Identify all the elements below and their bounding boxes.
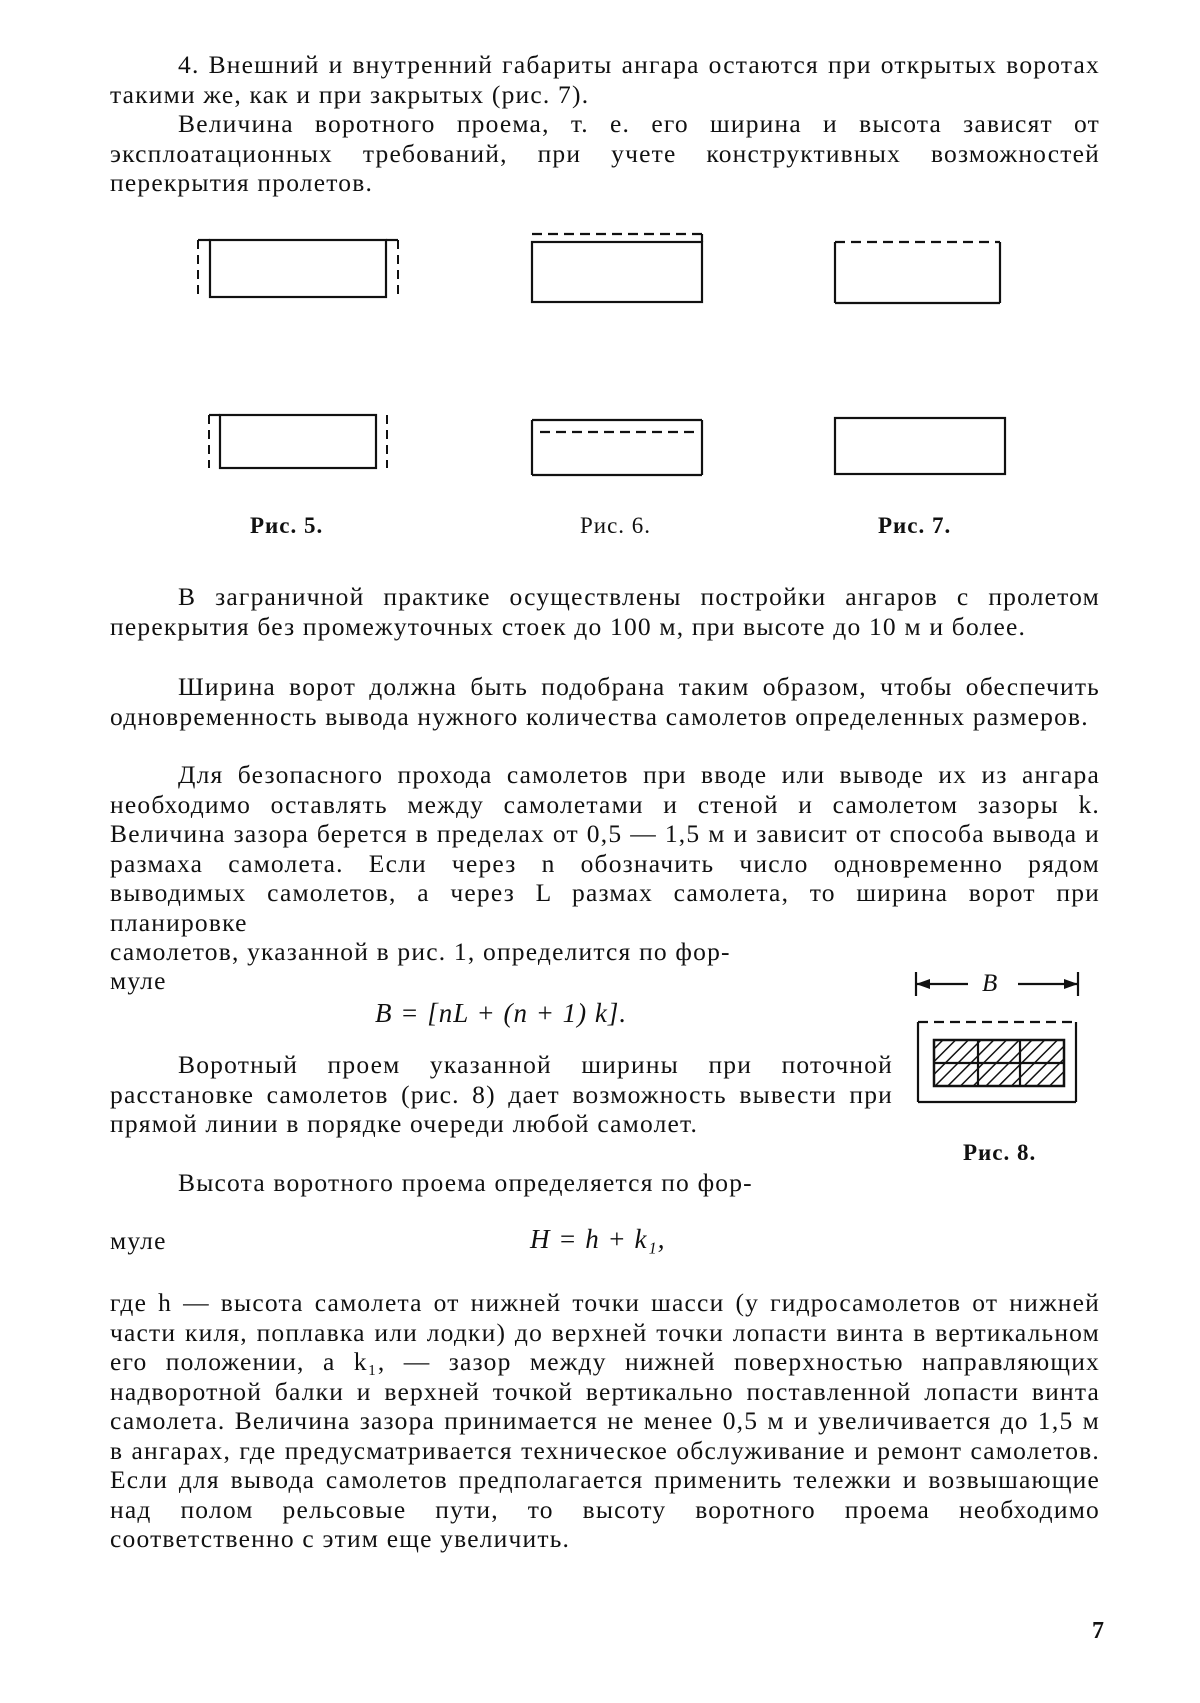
word-formula-lead: муле — [110, 966, 167, 995]
paragraph-gate-dimensions: 4. Внешний и внутренний габариты ангара остаются при открытых воротах такими же, как и при закрытых (рис. 7). — [110, 50, 1100, 109]
paragraph-foreign-practice: В заграничной практике осуществлены постройки ангаров с пролетом перекрытия без промежуточных стоек до 100 м, при высоте до 10 м и более. — [110, 582, 1100, 641]
paragraph-gate-width: Ширина ворот должна быть подобрана таким образом, чтобы обеспечить одновременность вывода нужного количества самолетов определенных размеров. — [110, 672, 1100, 731]
paragraph-clearance: Для безопасного прохода самолетов при вводе или выводе их из ангара необходимо оставлять между самолетами и стеной и самолетом зазоры k. Величина зазора берется в пределах от 0,5 — 1,5 м и зависит от способа вывода и размаха самолета. Если через n обозначить число одновременно рядом выводимых самолетов, а через L размах самолета, то ширина ворот при планировке — [110, 760, 1100, 937]
figure-5-caption: Рис. 5. — [250, 513, 324, 538]
paragraph-opening-size: Величина воротного проема, т. е. его ширина и высота зависят от эксплоатационных требований, при учете конструктивных возможностей перекрытия пролетов. — [110, 109, 1100, 197]
formula-gate-width: B = [nL + (n + 1) k]. — [375, 998, 628, 1028]
paragraph-flow-placement: Воротный проем указанной ширины при поточной расстановке самолетов (рис. 8) дает возможность вывести при прямой линии в порядке очереди любой самолет. — [110, 1050, 893, 1138]
page-number: 7 — [1092, 1618, 1104, 1644]
formula-opening-height: H = h + k₁, — [530, 1224, 666, 1254]
figure-7-caption: Рис. 7. — [878, 513, 952, 538]
paragraph-clearance-continued: самолетов, указанной в рис. 1, определится по фор- — [110, 937, 731, 966]
word-formula-lead-2: муле — [110, 1226, 167, 1255]
figure-6-caption: Рис. 6. — [580, 513, 652, 538]
figure-7 — [830, 238, 1010, 483]
figure-5 — [195, 235, 405, 480]
figure-6 — [530, 230, 710, 480]
figure-8-dimension-label: B — [982, 970, 999, 997]
paragraph-height-explanation: где h — высота самолета от нижней точки шасси (у гидросамолетов от нижней части киля, поплавка или лодки) до верхней точки лопасти винта в вертикальном его положении, а k₁, — зазор между нижней поверхностью направляющих надворотной балки и верхней точкой вертикально поставленной лопасти винта самолета. Величина зазора принимается не менее 0,5 м и увеличивается до 1,5 м в ангарах, где предусматривается техническое обслуживание и ремонт самолетов. Если для вывода самолетов предполагается применить тележки и возвышающие над полом рельсовые пути, то высоту воротного проема необходимо соответственно с этим еще увеличить. — [110, 1288, 1100, 1553]
figure-8-caption: Рис. 8. — [963, 1140, 1037, 1165]
paragraph-opening-height: Высота воротного проема определяется по фор- — [178, 1168, 753, 1197]
